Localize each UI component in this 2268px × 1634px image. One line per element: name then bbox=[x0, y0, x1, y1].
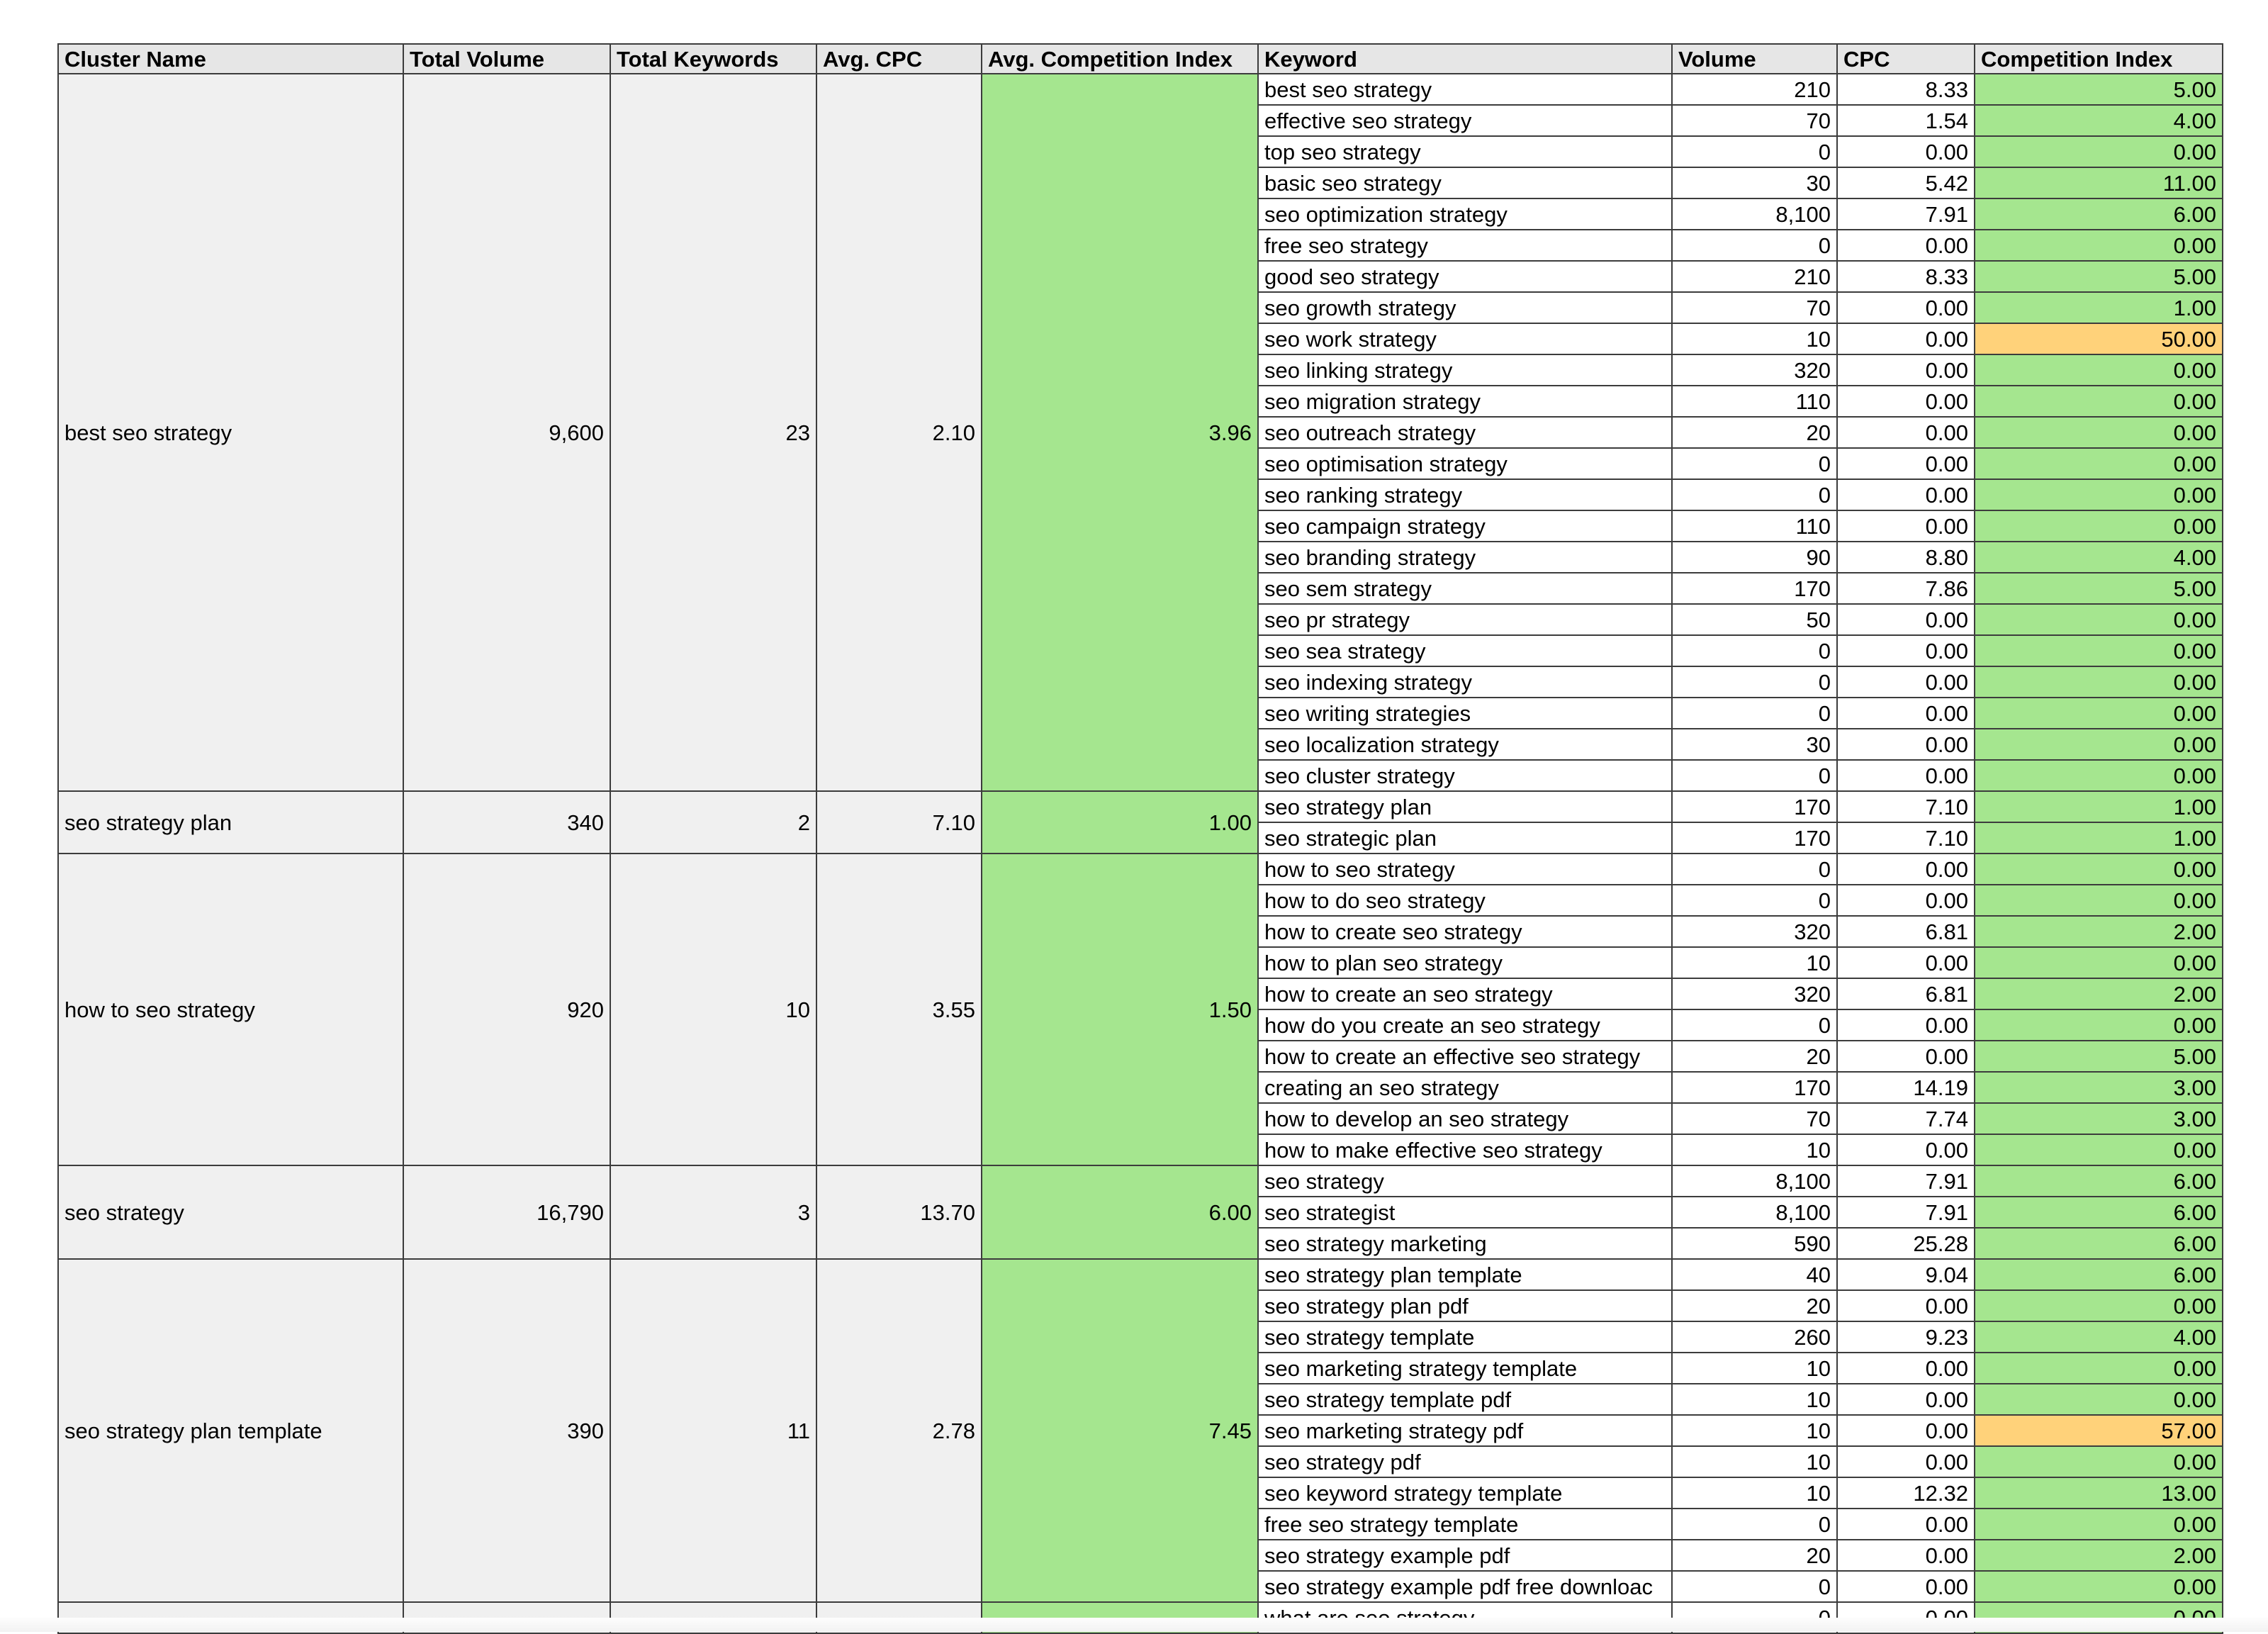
cpc-cell[interactable]: 12.32 bbox=[1837, 1477, 1975, 1509]
cpc-cell[interactable]: 7.74 bbox=[1837, 1103, 1975, 1134]
cpc-cell[interactable]: 0.00 bbox=[1837, 448, 1975, 479]
competition-index-cell[interactable]: 0.00 bbox=[1975, 604, 2223, 635]
volume-cell[interactable]: 8,100 bbox=[1672, 1165, 1837, 1197]
volume-cell[interactable]: 10 bbox=[1672, 947, 1837, 978]
keyword-cell[interactable]: seo strategy template bbox=[1258, 1321, 1672, 1353]
cpc-cell[interactable]: 0.00 bbox=[1837, 666, 1975, 698]
cluster-name-cell[interactable]: how to seo strategy bbox=[58, 854, 403, 1165]
cpc-cell[interactable]: 0.00 bbox=[1837, 885, 1975, 916]
competition-index-cell[interactable]: 2.00 bbox=[1975, 1540, 2223, 1571]
keyword-cell[interactable]: seo strategy example pdf free downloac bbox=[1258, 1571, 1672, 1602]
competition-index-cell[interactable]: 2.00 bbox=[1975, 978, 2223, 1009]
keyword-cell[interactable]: seo localization strategy bbox=[1258, 729, 1672, 760]
cpc-cell[interactable]: 9.23 bbox=[1837, 1321, 1975, 1353]
volume-cell[interactable]: 10 bbox=[1672, 1446, 1837, 1477]
keyword-cell[interactable]: seo strategy marketing bbox=[1258, 1228, 1672, 1259]
cpc-cell[interactable]: 14.19 bbox=[1837, 1072, 1975, 1103]
cpc-cell[interactable]: 0.00 bbox=[1837, 386, 1975, 417]
volume-cell[interactable]: 210 bbox=[1672, 74, 1837, 105]
competition-index-cell[interactable]: 3.00 bbox=[1975, 1103, 2223, 1134]
total-volume-cell[interactable]: 390 bbox=[403, 1259, 610, 1602]
cpc-cell[interactable]: 0.00 bbox=[1837, 1134, 1975, 1165]
avg-cpc-cell[interactable]: 2.78 bbox=[816, 1259, 982, 1602]
competition-index-cell[interactable]: 1.00 bbox=[1975, 292, 2223, 323]
header-competition-index[interactable]: Competition Index bbox=[1975, 44, 2223, 74]
volume-cell[interactable]: 0 bbox=[1672, 698, 1837, 729]
cluster-name-cell[interactable]: seo strategy plan bbox=[58, 791, 403, 854]
keyword-cell[interactable]: how to create an effective seo strategy bbox=[1258, 1041, 1672, 1072]
competition-index-cell[interactable]: 5.00 bbox=[1975, 74, 2223, 105]
volume-cell[interactable]: 0 bbox=[1672, 479, 1837, 510]
header-avg-cpc[interactable]: Avg. CPC bbox=[816, 44, 982, 74]
cpc-cell[interactable]: 0.00 bbox=[1837, 698, 1975, 729]
volume-cell[interactable]: 0 bbox=[1672, 1571, 1837, 1602]
keyword-cell[interactable]: good seo strategy bbox=[1258, 261, 1672, 292]
competition-index-cell[interactable]: 0.00 bbox=[1975, 417, 2223, 448]
cpc-cell[interactable]: 0.00 bbox=[1837, 136, 1975, 167]
keyword-cell[interactable]: how to create seo strategy bbox=[1258, 916, 1672, 947]
header-cluster-name[interactable]: Cluster Name bbox=[58, 44, 403, 74]
volume-cell[interactable]: 320 bbox=[1672, 978, 1837, 1009]
keyword-cell[interactable]: how to create an seo strategy bbox=[1258, 978, 1672, 1009]
keyword-cell[interactable]: how to do seo strategy bbox=[1258, 885, 1672, 916]
competition-index-cell[interactable]: 0.00 bbox=[1975, 1009, 2223, 1041]
cpc-cell[interactable]: 5.42 bbox=[1837, 167, 1975, 198]
volume-cell[interactable]: 0 bbox=[1672, 760, 1837, 791]
header-total-volume[interactable]: Total Volume bbox=[403, 44, 610, 74]
volume-cell[interactable]: 8,100 bbox=[1672, 198, 1837, 230]
keyword-cell[interactable]: seo optimization strategy bbox=[1258, 198, 1672, 230]
cpc-cell[interactable]: 8.33 bbox=[1837, 261, 1975, 292]
cpc-cell[interactable]: 0.00 bbox=[1837, 323, 1975, 354]
volume-cell[interactable]: 10 bbox=[1672, 323, 1837, 354]
keyword-cell[interactable]: top seo strategy bbox=[1258, 136, 1672, 167]
cpc-cell[interactable]: 0.00 bbox=[1837, 1290, 1975, 1321]
keyword-cell[interactable]: seo strategy pdf bbox=[1258, 1446, 1672, 1477]
competition-index-cell[interactable]: 57.00 bbox=[1975, 1415, 2223, 1446]
keyword-cell[interactable]: seo strategy plan template bbox=[1258, 1259, 1672, 1290]
header-total-keywords[interactable]: Total Keywords bbox=[610, 44, 816, 74]
window-bottom-edge bbox=[0, 1618, 2268, 1632]
avg-competition-cell[interactable]: 6.00 bbox=[982, 1165, 1258, 1259]
keyword-cell[interactable]: seo strategic plan bbox=[1258, 822, 1672, 854]
volume-cell[interactable]: 0 bbox=[1672, 885, 1837, 916]
competition-index-cell[interactable]: 2.00 bbox=[1975, 916, 2223, 947]
volume-cell[interactable]: 110 bbox=[1672, 386, 1837, 417]
competition-index-cell[interactable]: 4.00 bbox=[1975, 105, 2223, 136]
keyword-cell[interactable]: seo work strategy bbox=[1258, 323, 1672, 354]
keyword-cell[interactable]: seo keyword strategy template bbox=[1258, 1477, 1672, 1509]
cpc-cell[interactable]: 0.00 bbox=[1837, 760, 1975, 791]
cpc-cell[interactable]: 7.10 bbox=[1837, 791, 1975, 822]
volume-cell[interactable]: 320 bbox=[1672, 354, 1837, 386]
competition-index-cell[interactable]: 5.00 bbox=[1975, 1041, 2223, 1072]
volume-cell[interactable]: 0 bbox=[1672, 230, 1837, 261]
volume-cell[interactable]: 10 bbox=[1672, 1415, 1837, 1446]
keyword-cell[interactable]: effective seo strategy bbox=[1258, 105, 1672, 136]
competition-index-cell[interactable]: 0.00 bbox=[1975, 1290, 2223, 1321]
total-volume-cell[interactable]: 16,790 bbox=[403, 1165, 610, 1259]
keyword-cell[interactable]: seo marketing strategy template bbox=[1258, 1353, 1672, 1384]
cpc-cell[interactable]: 6.81 bbox=[1837, 978, 1975, 1009]
cpc-cell[interactable]: 0.00 bbox=[1837, 417, 1975, 448]
competition-index-cell[interactable]: 0.00 bbox=[1975, 885, 2223, 916]
avg-competition-cell[interactable]: 7.45 bbox=[982, 1259, 1258, 1602]
competition-index-cell[interactable]: 6.00 bbox=[1975, 1259, 2223, 1290]
cpc-cell[interactable]: 6.81 bbox=[1837, 916, 1975, 947]
cpc-cell[interactable]: 0.00 bbox=[1837, 1384, 1975, 1415]
competition-index-cell[interactable]: 0.00 bbox=[1975, 354, 2223, 386]
cpc-cell[interactable]: 0.00 bbox=[1837, 1415, 1975, 1446]
total-volume-cell[interactable]: 920 bbox=[403, 854, 610, 1165]
competition-index-cell[interactable]: 0.00 bbox=[1975, 729, 2223, 760]
competition-index-cell[interactable]: 0.00 bbox=[1975, 666, 2223, 698]
total-keywords-cell[interactable]: 3 bbox=[610, 1165, 816, 1259]
cpc-cell[interactable]: 0.00 bbox=[1837, 1540, 1975, 1571]
competition-index-cell[interactable]: 0.00 bbox=[1975, 1571, 2223, 1602]
volume-cell[interactable]: 40 bbox=[1672, 1259, 1837, 1290]
keyword-cell[interactable]: seo outreach strategy bbox=[1258, 417, 1672, 448]
volume-cell[interactable]: 110 bbox=[1672, 510, 1837, 542]
table-header bbox=[58, 44, 2223, 74]
keyword-cell[interactable]: seo strategy plan pdf bbox=[1258, 1290, 1672, 1321]
cpc-cell[interactable]: 0.00 bbox=[1837, 1353, 1975, 1384]
cluster-name-cell[interactable]: seo strategy bbox=[58, 1165, 403, 1259]
volume-cell[interactable]: 30 bbox=[1672, 729, 1837, 760]
competition-index-cell[interactable]: 4.00 bbox=[1975, 542, 2223, 573]
volume-cell[interactable]: 210 bbox=[1672, 261, 1837, 292]
cpc-cell[interactable]: 7.91 bbox=[1837, 198, 1975, 230]
competition-index-cell[interactable]: 0.00 bbox=[1975, 479, 2223, 510]
volume-cell[interactable]: 20 bbox=[1672, 417, 1837, 448]
cpc-cell[interactable]: 7.10 bbox=[1837, 822, 1975, 854]
avg-cpc-cell[interactable]: 2.10 bbox=[816, 74, 982, 791]
volume-cell[interactable]: 170 bbox=[1672, 1072, 1837, 1103]
volume-cell[interactable]: 20 bbox=[1672, 1041, 1837, 1072]
total-keywords-cell[interactable]: 10 bbox=[610, 854, 816, 1165]
volume-cell[interactable]: 590 bbox=[1672, 1228, 1837, 1259]
keyword-cell[interactable]: seo cluster strategy bbox=[1258, 760, 1672, 791]
competition-index-cell[interactable]: 0.00 bbox=[1975, 635, 2223, 666]
cpc-cell[interactable]: 0.00 bbox=[1837, 1571, 1975, 1602]
keyword-cell[interactable]: basic seo strategy bbox=[1258, 167, 1672, 198]
competition-index-cell[interactable]: 0.00 bbox=[1975, 854, 2223, 885]
avg-competition-cell[interactable]: 3.96 bbox=[982, 74, 1258, 791]
cpc-cell[interactable]: 0.00 bbox=[1837, 292, 1975, 323]
competition-index-cell[interactable]: 0.00 bbox=[1975, 1446, 2223, 1477]
competition-index-cell[interactable]: 0.00 bbox=[1975, 136, 2223, 167]
table-row bbox=[58, 791, 2223, 822]
header-keyword[interactable]: Keyword bbox=[1258, 44, 1672, 74]
competition-index-cell[interactable]: 6.00 bbox=[1975, 1228, 2223, 1259]
table-row bbox=[58, 854, 2223, 885]
keyword-cell[interactable]: seo sem strategy bbox=[1258, 573, 1672, 604]
keyword-cell[interactable]: seo branding strategy bbox=[1258, 542, 1672, 573]
cpc-cell[interactable]: 9.04 bbox=[1837, 1259, 1975, 1290]
volume-cell[interactable]: 70 bbox=[1672, 105, 1837, 136]
volume-cell[interactable]: 320 bbox=[1672, 916, 1837, 947]
keyword-cell[interactable]: seo optimisation strategy bbox=[1258, 448, 1672, 479]
competition-index-cell[interactable]: 0.00 bbox=[1975, 698, 2223, 729]
volume-cell[interactable]: 170 bbox=[1672, 822, 1837, 854]
competition-index-cell[interactable]: 6.00 bbox=[1975, 1165, 2223, 1197]
keyword-cell[interactable]: seo marketing strategy pdf bbox=[1258, 1415, 1672, 1446]
competition-index-cell[interactable]: 0.00 bbox=[1975, 1353, 2223, 1384]
volume-cell[interactable]: 0 bbox=[1672, 1009, 1837, 1041]
volume-cell[interactable]: 10 bbox=[1672, 1353, 1837, 1384]
keyword-cell[interactable]: seo strategist bbox=[1258, 1197, 1672, 1228]
competition-index-cell[interactable]: 0.00 bbox=[1975, 448, 2223, 479]
cpc-cell[interactable]: 0.00 bbox=[1837, 604, 1975, 635]
competition-index-cell[interactable]: 13.00 bbox=[1975, 1477, 2223, 1509]
volume-cell[interactable]: 70 bbox=[1672, 292, 1837, 323]
competition-index-cell[interactable]: 1.00 bbox=[1975, 791, 2223, 822]
volume-cell[interactable]: 0 bbox=[1672, 1509, 1837, 1540]
avg-competition-cell[interactable]: 1.50 bbox=[982, 854, 1258, 1165]
cpc-cell[interactable]: 0.00 bbox=[1837, 510, 1975, 542]
keyword-cell[interactable]: best seo strategy bbox=[1258, 74, 1672, 105]
table-row bbox=[58, 1259, 2223, 1290]
total-keywords-cell[interactable]: 2 bbox=[610, 791, 816, 854]
competition-index-cell[interactable]: 0.00 bbox=[1975, 230, 2223, 261]
competition-index-cell[interactable]: 5.00 bbox=[1975, 261, 2223, 292]
volume-cell[interactable]: 20 bbox=[1672, 1290, 1837, 1321]
keyword-cell[interactable]: how to seo strategy bbox=[1258, 854, 1672, 885]
cpc-cell[interactable]: 0.00 bbox=[1837, 1446, 1975, 1477]
competition-index-cell[interactable]: 6.00 bbox=[1975, 1197, 2223, 1228]
table-row bbox=[58, 74, 2223, 105]
cpc-cell[interactable]: 8.80 bbox=[1837, 542, 1975, 573]
keyword-cell[interactable]: how to develop an seo strategy bbox=[1258, 1103, 1672, 1134]
volume-cell[interactable]: 10 bbox=[1672, 1134, 1837, 1165]
volume-cell[interactable]: 10 bbox=[1672, 1477, 1837, 1509]
keyword-cell[interactable]: seo ranking strategy bbox=[1258, 479, 1672, 510]
competition-index-cell[interactable]: 6.00 bbox=[1975, 198, 2223, 230]
volume-cell[interactable]: 30 bbox=[1672, 167, 1837, 198]
competition-index-cell[interactable]: 0.00 bbox=[1975, 1134, 2223, 1165]
competition-index-cell[interactable]: 0.00 bbox=[1975, 947, 2223, 978]
competition-index-cell[interactable]: 0.00 bbox=[1975, 386, 2223, 417]
keyword-cell[interactable]: how do you create an seo strategy bbox=[1258, 1009, 1672, 1041]
competition-index-cell[interactable]: 5.00 bbox=[1975, 573, 2223, 604]
cpc-cell[interactable]: 25.28 bbox=[1837, 1228, 1975, 1259]
cpc-cell[interactable]: 0.00 bbox=[1837, 479, 1975, 510]
cpc-cell[interactable]: 0.00 bbox=[1837, 1509, 1975, 1540]
keyword-cell[interactable]: creating an seo strategy bbox=[1258, 1072, 1672, 1103]
cluster-name-cell[interactable]: seo strategy plan template bbox=[58, 1259, 403, 1602]
volume-cell[interactable]: 260 bbox=[1672, 1321, 1837, 1353]
total-volume-cell[interactable]: 9,600 bbox=[403, 74, 610, 791]
keyword-cell[interactable]: free seo strategy template bbox=[1258, 1509, 1672, 1540]
volume-cell[interactable]: 0 bbox=[1672, 854, 1837, 885]
keyword-cell[interactable]: how to make effective seo strategy bbox=[1258, 1134, 1672, 1165]
cpc-cell[interactable]: 0.00 bbox=[1837, 1041, 1975, 1072]
cpc-cell[interactable]: 0.00 bbox=[1837, 947, 1975, 978]
cpc-cell[interactable]: 0.00 bbox=[1837, 1009, 1975, 1041]
header-volume[interactable]: Volume bbox=[1672, 44, 1837, 74]
total-volume-cell[interactable]: 340 bbox=[403, 791, 610, 854]
cpc-cell[interactable]: 7.91 bbox=[1837, 1165, 1975, 1197]
keyword-cell[interactable]: how to plan seo strategy bbox=[1258, 947, 1672, 978]
keyword-cell[interactable]: seo growth strategy bbox=[1258, 292, 1672, 323]
header-cpc[interactable]: CPC bbox=[1837, 44, 1975, 74]
cpc-cell[interactable]: 0.00 bbox=[1837, 854, 1975, 885]
avg-cpc-cell[interactable]: 13.70 bbox=[816, 1165, 982, 1259]
volume-cell[interactable]: 0 bbox=[1672, 666, 1837, 698]
table-row bbox=[58, 1165, 2223, 1197]
table-body bbox=[58, 74, 2223, 1633]
keyword-cell[interactable]: seo strategy template pdf bbox=[1258, 1384, 1672, 1415]
volume-cell[interactable]: 20 bbox=[1672, 1540, 1837, 1571]
cpc-cell[interactable]: 7.91 bbox=[1837, 1197, 1975, 1228]
total-keywords-cell[interactable]: 11 bbox=[610, 1259, 816, 1602]
keyword-cell[interactable]: seo migration strategy bbox=[1258, 386, 1672, 417]
keyword-cell[interactable]: seo campaign strategy bbox=[1258, 510, 1672, 542]
keyword-cell[interactable]: seo linking strategy bbox=[1258, 354, 1672, 386]
total-keywords-cell[interactable]: 23 bbox=[610, 74, 816, 791]
volume-cell[interactable]: 0 bbox=[1672, 136, 1837, 167]
cpc-cell[interactable]: 1.54 bbox=[1837, 105, 1975, 136]
volume-cell[interactable]: 70 bbox=[1672, 1103, 1837, 1134]
keyword-cell[interactable]: seo indexing strategy bbox=[1258, 666, 1672, 698]
cpc-cell[interactable]: 0.00 bbox=[1837, 354, 1975, 386]
keyword-cell[interactable]: free seo strategy bbox=[1258, 230, 1672, 261]
header-avg-competition-index[interactable]: Avg. Competition Index bbox=[982, 44, 1258, 74]
avg-competition-cell[interactable]: 1.00 bbox=[982, 791, 1258, 854]
competition-index-cell[interactable]: 50.00 bbox=[1975, 323, 2223, 354]
volume-cell[interactable]: 0 bbox=[1672, 448, 1837, 479]
keyword-cluster-table bbox=[57, 43, 2223, 1634]
competition-index-cell[interactable]: 11.00 bbox=[1975, 167, 2223, 198]
competition-index-cell[interactable]: 4.00 bbox=[1975, 1321, 2223, 1353]
cpc-cell[interactable]: 0.00 bbox=[1837, 635, 1975, 666]
avg-cpc-cell[interactable]: 7.10 bbox=[816, 791, 982, 854]
volume-cell[interactable]: 50 bbox=[1672, 604, 1837, 635]
volume-cell[interactable]: 170 bbox=[1672, 573, 1837, 604]
avg-cpc-cell[interactable]: 3.55 bbox=[816, 854, 982, 1165]
competition-index-cell[interactable]: 0.00 bbox=[1975, 760, 2223, 791]
header-row bbox=[58, 44, 2223, 74]
competition-index-cell[interactable]: 1.00 bbox=[1975, 822, 2223, 854]
keyword-cell[interactable]: seo strategy plan bbox=[1258, 791, 1672, 822]
competition-index-cell[interactable]: 3.00 bbox=[1975, 1072, 2223, 1103]
volume-cell[interactable]: 0 bbox=[1672, 635, 1837, 666]
competition-index-cell[interactable]: 0.00 bbox=[1975, 1384, 2223, 1415]
keyword-cell[interactable]: seo pr strategy bbox=[1258, 604, 1672, 635]
volume-cell[interactable]: 8,100 bbox=[1672, 1197, 1837, 1228]
cpc-cell[interactable]: 0.00 bbox=[1837, 729, 1975, 760]
keyword-cell[interactable]: seo strategy example pdf bbox=[1258, 1540, 1672, 1571]
competition-index-cell[interactable]: 0.00 bbox=[1975, 1509, 2223, 1540]
cpc-cell[interactable]: 7.86 bbox=[1837, 573, 1975, 604]
cluster-name-cell[interactable]: best seo strategy bbox=[58, 74, 403, 791]
competition-index-cell[interactable]: 0.00 bbox=[1975, 510, 2223, 542]
cpc-cell[interactable]: 8.33 bbox=[1837, 74, 1975, 105]
keyword-cell[interactable]: seo writing strategies bbox=[1258, 698, 1672, 729]
volume-cell[interactable]: 170 bbox=[1672, 791, 1837, 822]
keyword-cell[interactable]: seo sea strategy bbox=[1258, 635, 1672, 666]
cpc-cell[interactable]: 0.00 bbox=[1837, 230, 1975, 261]
volume-cell[interactable]: 10 bbox=[1672, 1384, 1837, 1415]
volume-cell[interactable]: 90 bbox=[1672, 542, 1837, 573]
keyword-cell[interactable]: seo strategy bbox=[1258, 1165, 1672, 1197]
